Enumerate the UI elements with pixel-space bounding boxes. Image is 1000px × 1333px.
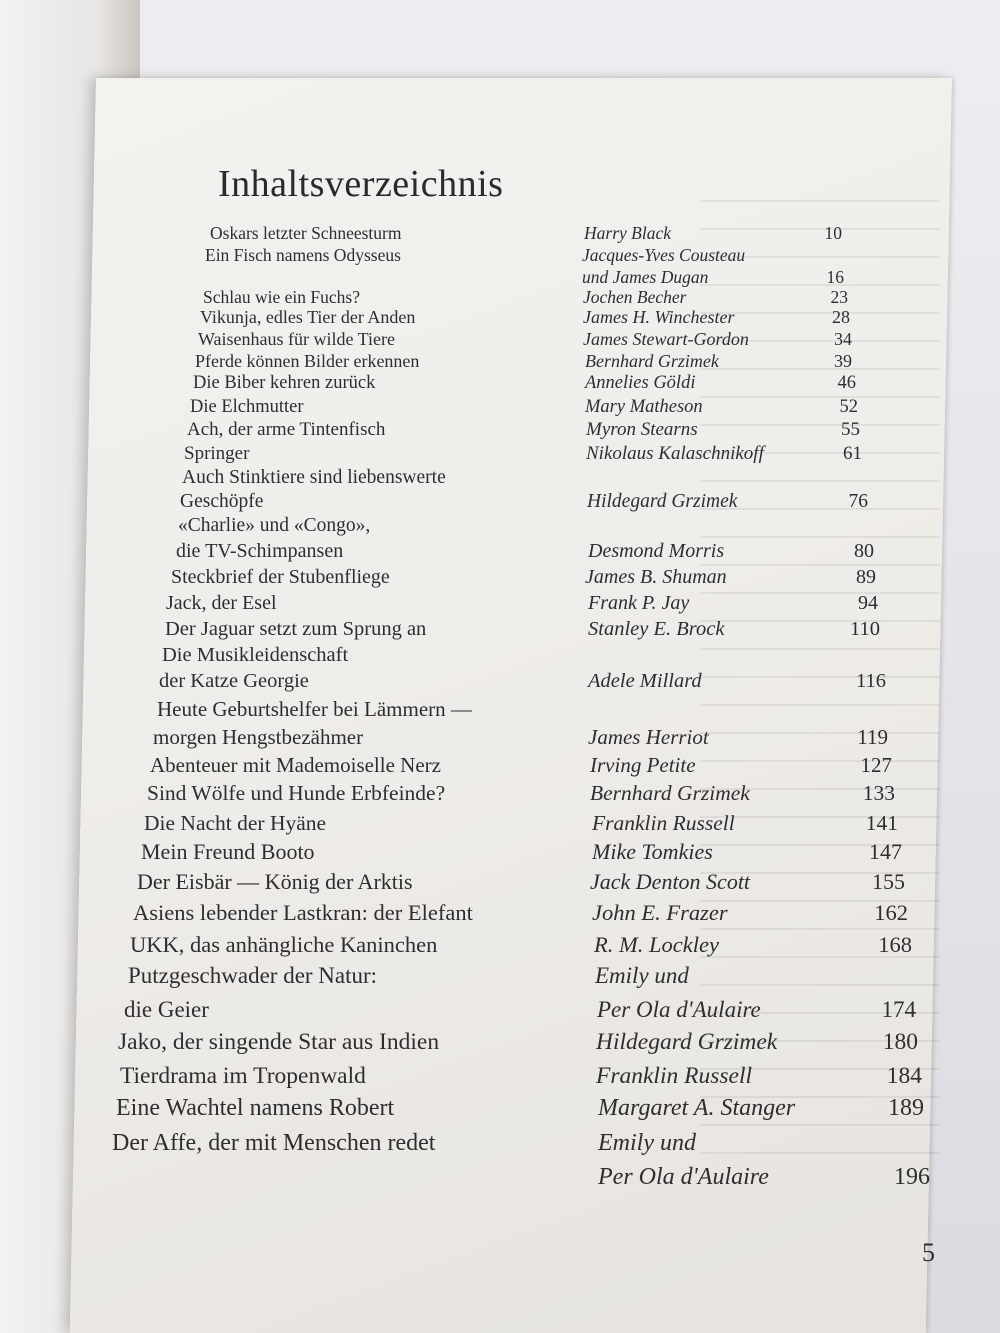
entry-title: Pferde können Bilder erkennen <box>195 351 420 371</box>
entry-author: und James Dugan <box>582 266 709 287</box>
entry-author: Annelies Göldi <box>585 372 696 393</box>
entry-author: Harry Black <box>584 222 671 243</box>
entry-title: Die Musikleidenschaft <box>162 643 349 666</box>
entry-page: 89 <box>856 566 876 588</box>
entry-page: 46 <box>837 372 856 393</box>
entry-page: 39 <box>834 351 852 371</box>
entry-author: Bernhard Grzimek <box>585 351 719 371</box>
entry-page: 196 <box>894 1164 930 1190</box>
entry-title: der Katze Georgie <box>159 669 309 692</box>
entry-page: 23 <box>830 286 848 307</box>
entry-title: die Geier <box>124 997 209 1022</box>
entry-author: Jack Denton Scott <box>590 869 751 894</box>
entry-title: Mein Freund Booto <box>141 839 315 864</box>
entry-title: Waisenhaus für wilde Tiere <box>198 329 396 349</box>
entry-page: 174 <box>881 997 916 1022</box>
entry-author: Mary Matheson <box>585 396 703 417</box>
entry-author: Per Ola d'Aulaire <box>598 1164 769 1190</box>
entry-page: 180 <box>882 1028 918 1055</box>
entry-author: James H. Winchester <box>583 307 735 327</box>
entry-title: Die Biber kehren zurück <box>193 372 376 393</box>
entry-title: Heute Geburtshelfer bei Lämmern — <box>157 697 472 721</box>
entry-page: 34 <box>834 329 852 349</box>
entry-title: Die Elchmutter <box>190 396 304 417</box>
entry-author: Frank P. Jay <box>588 592 690 614</box>
entry-title: Der Jaguar setzt zum Sprung an <box>165 617 427 640</box>
entry-author: Stanley E. Brock <box>588 617 725 640</box>
entry-title: Springer <box>184 443 250 464</box>
entry-author: Adele Millard <box>588 669 702 692</box>
page-number: 5 <box>922 1238 935 1267</box>
entry-title: Ach, der arme Tintenfisch <box>187 419 386 440</box>
entry-author: Hildegard Grzimek <box>587 490 738 512</box>
entry-title: Vikunja, edles Tier der Anden <box>200 307 416 327</box>
entry-title: Der Eisbär — König der Arktis <box>137 869 413 894</box>
entry-author: Nikolaus Kalaschnikoff <box>586 443 764 464</box>
entry-author: Hildegard Grzimek <box>596 1028 778 1055</box>
entry-author: R. M. Lockley <box>594 931 719 957</box>
entry-page: 162 <box>874 899 908 925</box>
entry-title: Sind Wölfe und Hunde Erbfeinde? <box>147 780 446 805</box>
entry-page: 61 <box>843 443 862 464</box>
entry-title: Geschöpfe <box>180 490 264 512</box>
entry-author: James Stewart-Gordon <box>583 329 749 349</box>
entry-author: Emily und <box>598 1130 696 1156</box>
entry-page: 155 <box>872 869 905 894</box>
entry-title: Ein Fisch namens Odysseus <box>205 244 401 265</box>
entry-title: Asiens lebender Lastkran: der Elefant <box>133 899 473 925</box>
entry-page: 133 <box>862 780 895 805</box>
entry-author: Franklin Russell <box>596 1062 752 1089</box>
entry-author: Franklin Russell <box>592 810 735 835</box>
entry-author: John E. Frazer <box>592 899 728 925</box>
entry-author: Irving Petite <box>590 753 696 777</box>
entry-page: 147 <box>869 839 902 864</box>
entry-title: Tierdrama im Tropenwald <box>120 1062 366 1089</box>
entry-page: 76 <box>848 490 868 512</box>
entry-title: Der Affe, der mit Menschen redet <box>112 1130 436 1156</box>
entry-page: 80 <box>854 540 874 562</box>
entry-page: 94 <box>858 592 878 614</box>
entry-title: Steckbrief der Stubenfliege <box>171 566 390 588</box>
entry-page: 28 <box>832 307 850 327</box>
entry-page: 52 <box>839 396 858 417</box>
entry-title: Oskars letzter Schneesturm <box>210 222 402 243</box>
entry-page: 10 <box>824 222 842 243</box>
entry-author: Myron Stearns <box>586 419 698 440</box>
entry-title: morgen Hengstbezähmer <box>153 725 364 749</box>
entry-page: 119 <box>857 725 888 749</box>
entry-page: 168 <box>878 931 912 957</box>
entry-title: Die Nacht der Hyäne <box>144 810 327 835</box>
entry-title: UKK, das anhängliche Kaninchen <box>130 931 438 957</box>
entry-page: 184 <box>886 1062 922 1089</box>
entry-author: Jochen Becher <box>583 286 687 307</box>
page-title: Inhaltsverzeichnis <box>218 163 504 205</box>
entry-page: 110 <box>850 617 880 640</box>
entry-title: Abenteuer mit Mademoiselle Nerz <box>150 753 441 777</box>
entry-author: James Herriot <box>588 725 709 749</box>
entry-author: Bernhard Grzimek <box>590 780 750 805</box>
entry-page: 16 <box>826 266 844 287</box>
entry-page: 116 <box>856 669 886 692</box>
entry-page: 127 <box>860 753 892 777</box>
entry-title: Eine Wachtel namens Robert <box>116 1095 395 1121</box>
entry-title: Jako, der singende Star aus Indien <box>118 1028 440 1055</box>
entry-author: James B. Shuman <box>585 566 727 588</box>
entry-author: Per Ola d'Aulaire <box>597 997 761 1022</box>
entry-page: 55 <box>841 419 860 440</box>
entry-author: Margaret A. Stanger <box>598 1095 796 1121</box>
entry-title: Schlau wie ein Fuchs? <box>203 286 360 307</box>
entry-title: die TV-Schimpansen <box>176 540 344 562</box>
entry-author: Desmond Morris <box>588 540 725 562</box>
entry-author: Mike Tomkies <box>592 839 713 864</box>
entry-title: Putzgeschwader der Natur: <box>128 963 378 988</box>
entry-title: «Charlie» und «Congo», <box>178 514 371 536</box>
entry-author: Emily und <box>595 963 689 988</box>
entry-author: Jacques-Yves Cousteau <box>582 244 746 265</box>
entry-title: Jack, der Esel <box>166 592 277 614</box>
entry-page: 141 <box>865 810 898 835</box>
entry-title: Auch Stinktiere sind liebenswerte <box>182 466 446 488</box>
entry-page: 189 <box>888 1095 924 1121</box>
